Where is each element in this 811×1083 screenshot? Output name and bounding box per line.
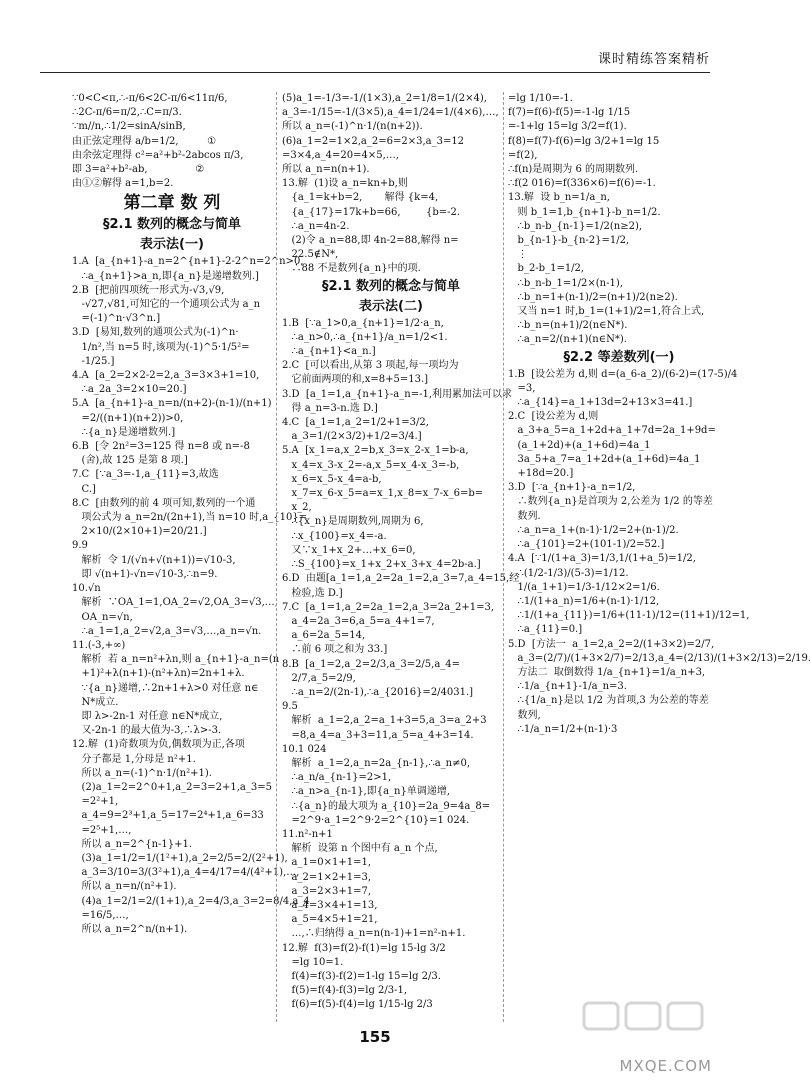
answer-line: =lg 1/10=-1. — [508, 93, 573, 104]
answer-line: a_3=1/(2×3/2)+1/2=3/4.] — [282, 431, 422, 443]
answer-line: a_4=3×4+1=13, — [282, 899, 378, 911]
answer-line: 7.C [∵a_3=-1,a_{11}=3,故选 — [72, 469, 219, 481]
section-heading: §2.1 数列的概念与简单 — [102, 217, 242, 233]
answer-line: ∴{a_n}的最大项为 a_{10}=2a_9=4a_8= — [282, 800, 491, 812]
answer-line: 1/(a_1+1)=1/3-1/12×2=1/6. — [508, 581, 660, 593]
answer-line: +1)²+λ(n+1)-(n²+λn)=2n+1+λ. — [72, 668, 245, 680]
section-heading: §2.2 等差数列(一) — [563, 349, 675, 365]
answer-line: 2.C [设公差为 d,则 — [508, 411, 599, 423]
answer-line: ∴{1/a_n}是以 1/2 为首项,3 为公差的等差 — [508, 695, 709, 707]
answer-line: ∵{a_n}递增,∴2n+1+λ>0 对任意 n∈ — [72, 682, 259, 694]
answer-line: ∴a_{14}=a_1+13d=2+13×3=41.] — [508, 397, 693, 409]
answer-line: =8,a_4=a_3+3=11,a_5=a_4+3=14. — [282, 729, 474, 741]
answer-line: ∴1/a_n=1/2+(n-1)·3 — [508, 723, 618, 735]
column-2 — [282, 92, 520, 1027]
answer-line: ∴前 6 项之和为 33.] — [282, 644, 388, 656]
answer-line: ∴1/(1+a_n)=1/6+(n-1)·1/12, — [508, 595, 660, 607]
answer-line: ∴a_2a_3=2×10=20.] — [72, 384, 187, 396]
answer-line: ∴S_{100}=x_1+x_2+x_3+x_4=2b-a.] — [282, 559, 481, 571]
column-3 — [508, 92, 811, 1027]
answer-line: b_{n-1}-b_{n-2}=1/2, — [508, 235, 630, 247]
running-header: 课时精练答案精析 — [597, 52, 710, 67]
answer-line: (2)a_1=2=2^0+1,a_2=3=2+1,a_3=5 — [72, 781, 272, 793]
answer-line: 1/n²,当 n=5 时,该项为(-1)^5·1/5²= — [72, 341, 250, 353]
answer-line: {a_1=k+b=2, 解得 {k=4, — [282, 192, 439, 204]
answer-line: ∴a_{101}=2+(101-1)/2=52.] — [508, 539, 665, 551]
answer-line: ∴88 不是数列{a_n}中的项. — [282, 263, 421, 275]
answer-line: (2)令 a_n=88,即 4n-2=88,解得 n= — [282, 235, 459, 247]
section-heading: §2.1 数列的概念与简单 — [321, 278, 461, 294]
answer-line: a_3=(2/7)/(1+3×2/7)=2/13,a_4=(2/13)/(1+3×2/13)=2/19. — [508, 652, 811, 664]
answer-line: 13.解 (1)设 a_n=kn+b,则 — [282, 178, 408, 190]
watermark-logo-icon — [580, 999, 710, 1055]
answer-line: ∴a_n>0,∴a_{n+1}/a_n=1/2<1. — [282, 331, 448, 343]
answer-line: 所以 a_n=2^n/(n+1). — [72, 923, 188, 935]
answer-line: =2^9·a_1=2^9·2=2^{10}=1 024. — [282, 814, 470, 826]
answer-line: (舍),故 125 是第 8 项.] — [72, 455, 188, 467]
answer-line: 3a_5+a_7=a_1+2d+(a_1+6d)=4a_1 — [508, 453, 701, 465]
answer-line: 9.9 — [72, 540, 88, 552]
answer-line: …,∴归纳得 a_n=n(n-1)+1=n²-n+1. — [282, 928, 466, 940]
answer-line: ∴b_n=1+(n-1)/2=(n+1)/2(n≥2). — [508, 291, 678, 303]
answer-line: 数列, — [508, 709, 541, 721]
answer-line: OA_n=√n, — [72, 611, 133, 623]
answer-line: ∴a_n=4n-2. — [282, 220, 350, 232]
answer-line: 解析 ∵OA_1=1,OA_2=√2,OA_3=√3,…, — [72, 597, 278, 609]
answer-line: =16/5,…, — [72, 909, 129, 921]
answer-line: f(5)=f(4)-f(3)=lg 2/3-1, — [282, 985, 408, 997]
answer-line: 3.D [a_1=1,a_{n+1}-a_n=-1,利用累加法可以求 — [282, 388, 513, 400]
answer-line: =lg 10=1. — [282, 956, 344, 968]
answer-line: ∴a_n/a_{n-1}=2>1, — [282, 772, 392, 784]
answer-line: 所以 a_n=n(n+1). — [282, 164, 370, 176]
answer-line: (6)a_1=2=1×2,a_2=6=2×3,a_3=12 — [282, 135, 465, 147]
answer-line: f(4)=f(3)-f(2)=1-lg 15=lg 2/3. — [282, 970, 441, 982]
answer-line: 4.A [a_2=2×2-2=2,a_3=3×3+1=10, — [72, 370, 260, 382]
answer-line: N*成立. — [72, 696, 119, 708]
answer-line: =2⁵+1,…, — [72, 824, 132, 836]
answer-line: 解析 令 1/(√n+√(n+1))=√10-3, — [72, 554, 236, 566]
answer-line: 6.B [令 2n²=3=125 得 n=8 或 n=-8 — [72, 441, 250, 453]
answer-line: 即 3=a²+b²-ab, ② — [72, 164, 205, 176]
answer-line: 2.B [把前四项统一形式为-√3,√9, — [72, 284, 225, 296]
answer-line: 所以 a_n=2^{n-1}+1. — [72, 838, 193, 850]
answer-line: 所以 a_n=(-1)^n·1/(n(n+2)). — [282, 121, 423, 133]
answer-line: 解析 若 a_n=n²+λn,则 a_{n+1}-a_n=(n — [72, 654, 280, 666]
answer-line: ∴a_n=2/(n+1)(n∈N*). — [508, 334, 627, 346]
answer-line: x_6=x_5-x_4=a-b, — [282, 473, 382, 485]
answer-line: 所以 a_n=(-1)^n·1/(n²+1). — [72, 767, 212, 779]
answer-line: 1.A [a_{n+1}-a_n=2^{n+1}-2-2^n=2^n>0, — [72, 256, 304, 268]
answer-line: 10.√n — [72, 583, 101, 595]
answer-line: 4.A [∵1/(1+a_3)=1/3,1/(1+a_5)=1/2, — [508, 553, 696, 565]
answer-line: a_1=0×1+1=1, — [282, 857, 372, 869]
answer-line: ∴a_n=a_1+(n-1)·1/2=2+(n-1)/2. — [508, 524, 679, 536]
answer-line: =f(2), — [508, 149, 538, 161]
section-heading: 表示法(一) — [140, 237, 204, 253]
answer-line: ∴x_{100}=x_4=-a. — [282, 530, 387, 542]
answer-line: 由①②解得 a=1,b=2. — [72, 178, 174, 190]
answer-line: ∴f(n)是周期为 6 的周期数列. — [508, 164, 639, 176]
answer-line: a_3=3/10=3/(3²+1),a_4=4/17=4/(4²+1),…, — [72, 867, 300, 879]
answer-line: 解析 设第 n 个图中有 a_n 个点, — [282, 843, 438, 855]
answer-line: ∴{x_n}是周期数列,周期为 6, — [282, 516, 424, 528]
answer-line: =(-1)^n·√3^n.] — [72, 313, 161, 325]
answer-line: {a_{17}=17k+b=66, {b=-2. — [282, 206, 461, 218]
answer-line: 11.(-3,+∞) — [72, 639, 126, 651]
answer-line: ∴b_n-b_{n-1}=1/2(n≥2), — [508, 220, 643, 232]
answer-line: ∴1/a_{n+1}-1/a_n=3. — [508, 681, 627, 693]
answer-line: 即 λ>-2n-1 对任意 n∈N*成立, — [72, 710, 223, 722]
column-divider — [276, 92, 277, 1022]
answer-line: a_2=1×2+1=3, — [282, 871, 372, 883]
answer-line: 则 b_1=1,b_{n+1}-b_n=1/2. — [508, 206, 661, 218]
answer-line: f(8)=f(7)-f(6)=lg 3/2+1=lg 15 — [508, 135, 660, 147]
answer-line: 5.D [方法一 a_1=2,a_2=2/(1+3×2)=2/7, — [508, 638, 715, 650]
column-divider — [503, 92, 504, 1022]
answer-line: 12.解 f(3)=f(2)-f(1)=lg 15-lg 3/2 — [282, 942, 446, 954]
answer-line: ∴2C-π/6=π/2,∴C=π/3. — [72, 107, 182, 119]
answer-line: 7.C [a_1=1,a_2=2a_1=2,a_3=2a_2+1=3, — [282, 601, 495, 613]
answer-line: 解析 a_1=2,a_n=2a_{n-1},∴a_n≠0, — [282, 757, 471, 769]
answer-line: 11.n²-n+1 — [282, 828, 333, 840]
answer-line: 方法二 取倒数得 1/a_{n+1}=1/a_n+3, — [508, 666, 706, 678]
answer-line: ∴f(2 016)=f(336×6)=f(6)=-1. — [508, 178, 656, 190]
answer-line: ∴a_n=2/(2n-1),∴a_{2016}=2/4031.] — [282, 686, 474, 698]
answer-line: ∴a_n>a_{n-1},即{a_n}单调递增, — [282, 786, 451, 798]
answer-line: 即 √(n+1)-√n=√10-3,∴n=9. — [72, 568, 218, 580]
section-heading: 表示法(二) — [359, 298, 423, 314]
answer-line: ∴数列{a_n}是首项为 2,公差为 1/2 的等差 — [508, 496, 713, 508]
answer-line: ∵0<C<π,∴-π/6<2C-π/6<11π/6, — [72, 93, 228, 104]
answer-line: 12.解 (1)奇数项为负,偶数项为正,各项 — [72, 739, 245, 751]
answer-line: ⋮ — [508, 249, 528, 261]
answer-line: (4)a_1=2/1=2/(1+1),a_2=4/3,a_3=2=8/4,a_4 — [72, 895, 310, 907]
answer-line: a_3=-1/15=-1/(3×5),a_4=1/24=1/(4×6),…, — [282, 107, 499, 119]
answer-line: ∴1/(1+a_{11})=1/6+(11-1)/12=(11+1)/12=1, — [508, 610, 750, 622]
answer-line: 数列. — [508, 510, 541, 522]
answer-line: 3.D [∵a_{n+1}-a_n=1/2, — [508, 482, 636, 494]
answer-line: 4.C [a_1=1,a_2=1/2+1=3/2, — [282, 417, 429, 429]
answer-line: ∴b_n-b_1=1/2×(n-1), — [508, 277, 623, 289]
answer-line: 9.5 — [282, 701, 298, 713]
answer-line: 得 a_n=3-n.选 D.] — [282, 402, 378, 414]
answer-line: b_2-b_1=1/2, — [508, 263, 585, 275]
answer-line: a_4=2a_3=6,a_5=a_4+1=7, — [282, 615, 435, 627]
answer-line: ∴a_{11}=0.] — [508, 624, 583, 636]
answer-line: 10.1 024 — [282, 743, 327, 755]
answer-line: 3.D [易知,数列的通项公式为(-1)^n· — [72, 327, 239, 339]
answer-line: 又∵x_1+x_2+…+x_6=0, — [282, 544, 416, 556]
answer-line: ∴{a_n}是递增数列.] — [72, 426, 176, 438]
answer-line: =-1+lg 15=lg 3/2=f(1). — [508, 121, 627, 133]
answer-line: ∴a_{n+1}<a_n.] — [282, 346, 376, 358]
chapter-heading: 第二章 数 列 — [123, 193, 221, 214]
answer-line: 5.A [a_{n+1}-a_n=n/(n+2)-(n-1)/(n+1) — [72, 398, 272, 410]
answer-line: (5)a_1=-1/3=-1/(1×3),a_2=1/8=1/(2×4), — [282, 93, 487, 104]
answer-line: 8.B [a_1=2,a_2=2/3,a_3=2/5,a_4= — [282, 658, 461, 670]
watermark-text: MXQE.COM — [619, 1057, 712, 1075]
answer-line: =2²+1, — [72, 796, 119, 808]
answer-line: C.] — [72, 483, 96, 495]
answer-line: (3)a_1=1/2=1/(1²+1),a_2=2/5=2/(2²+1), — [72, 852, 288, 864]
answer-line: 分子都是 1,分母是 n²+1. — [72, 753, 196, 765]
answer-line: 6.D 由题[a_1=1,a_2=2a_1=2,a_3=7,a_4=15,经 — [282, 573, 520, 585]
answer-line: 又当 n=1 时,b_1=(1+1)/2=1,符合上式, — [508, 306, 705, 318]
answer-line: ∴(1/2-1/3)/(5-3)=1/12. — [508, 567, 629, 579]
answer-line: ∵m//n,∴1/2=sinA/sinB, — [72, 121, 186, 133]
answer-line: 2×10/(2×10+1)=20/21.] — [72, 526, 207, 538]
answer-line: (a_1+2d)+(a_1+6d)=4a_1 — [508, 439, 651, 451]
answer-line: x_4=x_3-x_2=-a,x_5=x_4-x_3=-b, — [282, 459, 460, 471]
answer-line: +18d=20.] — [508, 468, 574, 480]
answer-line: -√27,√81,可知它的一个通项公式为 a_n — [72, 299, 261, 311]
answer-line: =2/((n+1)(n+2))>0, — [72, 412, 184, 424]
header-rule — [40, 72, 710, 73]
page-number: 155 — [359, 1028, 391, 1046]
answer-line: 2/7,a_5=2/9, — [282, 672, 356, 684]
answer-line: 1.B [∵a_1>0,a_{n+1}=1/2·a_n, — [282, 317, 444, 329]
answer-line: =3×4,a_4=20=4×5,…, — [282, 149, 399, 161]
answer-line: 检验,选 D.] — [282, 587, 343, 599]
answer-line: a_4=9=2³+1,a_5=17=2⁴+1,a_6=33 — [72, 810, 264, 822]
answer-line: a_3+a_5=a_1+2d+a_1+7d=2a_1+9d= — [508, 425, 716, 437]
answer-line: 1.B [设公差为 d,则 d=(a_6-a_2)/(6-2)=(17-5)/4 — [508, 368, 738, 380]
answer-line: 解析 a_1=2,a_2=a_1+3=5,a_3=a_2+3 — [282, 715, 487, 727]
answer-line: 它前面两项的和,x=8+5=13.] — [282, 374, 429, 386]
answer-line: x_2, — [282, 502, 312, 514]
answer-line: 22.5∉N*, — [282, 249, 339, 261]
answer-line: -1/25.] — [72, 355, 115, 367]
answer-line: a_3=2×3+1=7, — [282, 885, 372, 897]
answer-line: 所以 a_n=n/(n²+1). — [72, 881, 177, 893]
answer-line: 项公式为 a_n=2n/(2n+1),当 n=10 时,a_{10}= — [72, 512, 308, 524]
answer-line: =3, — [508, 382, 536, 394]
answer-line: ∴a_1=1,a_2=√2,a_3=√3,…,a_n=√n. — [72, 625, 262, 637]
answer-line: 由正弦定理得 a/b=1/2, ① — [72, 135, 217, 147]
answer-line: a_6=2a_5=14, — [282, 630, 366, 642]
answer-line: 13.解 设 b_n=1/a_n, — [508, 192, 610, 204]
answer-line: 又-2n-1 的最大值为-3,∴λ>-3. — [72, 725, 222, 737]
answer-line: ∴b_n=(n+1)/2(n∈N*). — [508, 320, 628, 332]
answer-line: x_7=x_6-x_5=a=x_1,x_8=x_7-x_6=b= — [282, 488, 484, 500]
answer-line: 由余弦定理得 c²=a²+b²-2abcos π/3, — [72, 149, 244, 161]
answer-line: 2.C [可以看出,从第 3 项起,每一项均为 — [282, 360, 459, 372]
answer-line: a_5=4×5+1=21, — [282, 914, 378, 926]
answer-line: f(6)=f(5)-f(4)=lg 1/15-lg 2/3 — [282, 999, 433, 1011]
answer-line: 5.A [x_1=a,x_2=b,x_3=x_2-x_1=b-a, — [282, 445, 469, 457]
answer-line: 8.C [由数列的前 4 项可知,数列的一个通 — [72, 497, 256, 509]
answer-line: f(7)=f(6)-f(5)=-1-lg 1/15 — [508, 107, 631, 119]
answer-line: ∴a_{n+1}>a_n,即{a_n}是递增数列.] — [72, 270, 259, 282]
